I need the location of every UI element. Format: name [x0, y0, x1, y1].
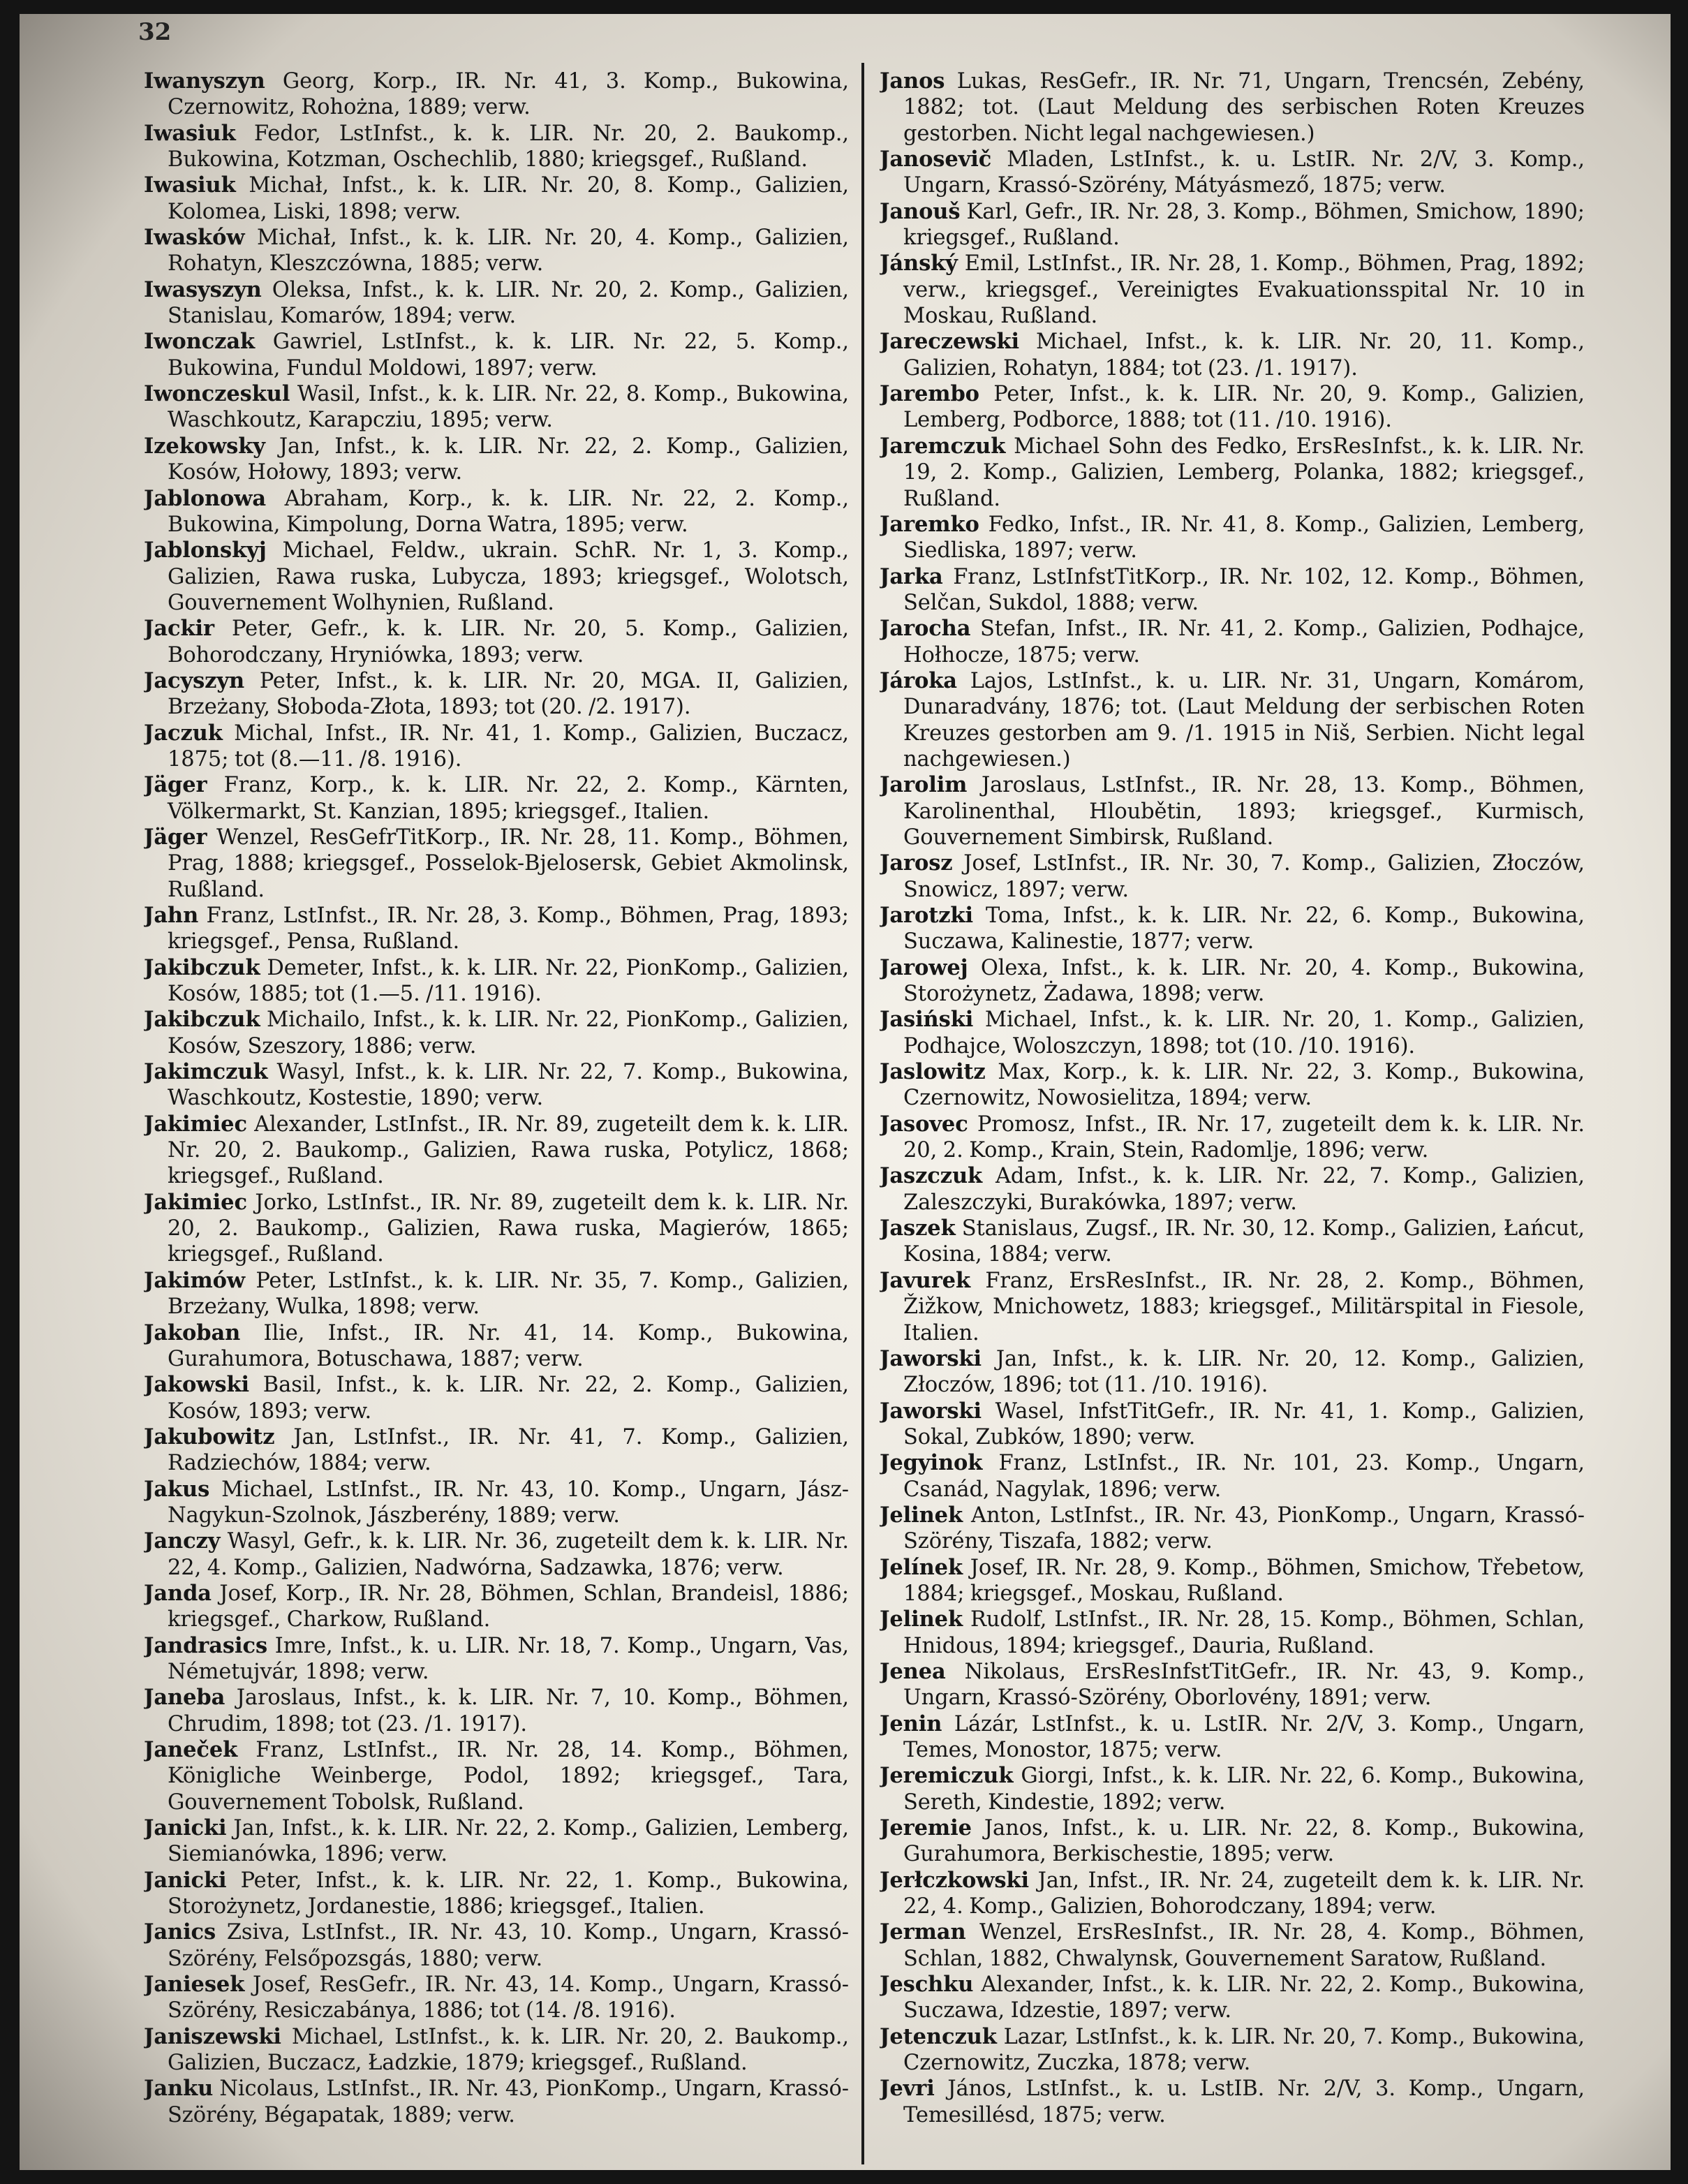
list-item	[144, 1737, 849, 1815]
list-item	[880, 251, 1585, 329]
entry-surname: Jareczewski	[880, 329, 1020, 355]
entry-surname: Jevri	[880, 2076, 935, 2102]
entry-details: Wasyl, Gefr., k. k. LIR. Nr. 36, zugeteilt dem k. k. LIR. Nr. 22, 4. Komp., Galizien, Nadwórna, Sadzawka, 1876; verw.	[168, 1529, 849, 1580]
list-item	[144, 225, 849, 277]
entry-details: Karl, Gefr., IR. Nr. 28, 3. Komp., Böhmen, Smichow, 1890; kriegsgef., Rußland.	[903, 199, 1585, 251]
list-item	[144, 1320, 849, 1373]
list-item	[144, 1190, 849, 1268]
entry-surname: Jarotzki	[880, 903, 973, 928]
entry-details: Michael, LstInfst., IR. Nr. 43, 10. Komp., Ungarn, Jász-Nagykun-Szolnok, Jászberény, 1889; verw.	[168, 1477, 849, 1528]
entry-surname: Janeček	[144, 1737, 238, 1762]
list-item	[144, 329, 849, 381]
entry-surname: Jakibczuk	[144, 1007, 260, 1033]
entry-details: Josef, LstInfst., IR. Nr. 30, 7. Komp., Galizien, Złoczów, Snowicz, 1897; verw.	[903, 851, 1585, 902]
entry-surname: Jenea	[880, 1658, 946, 1684]
entry-details: Jan, Infst., k. k. LIR. Nr. 22, 2. Komp., Galizien, Kosów, Hołowy, 1893; verw.	[168, 434, 849, 485]
list-item	[144, 381, 849, 434]
entry-surname: Janouš	[880, 198, 961, 224]
entry-surname: Jánský	[880, 251, 958, 276]
list-item	[880, 2076, 1585, 2128]
entry-details: Imre, Infst., k. u. LIR. Nr. 18, 7. Komp., Ungarn, Vas, Németujvár, 1898; verw.	[168, 1633, 849, 1684]
list-item	[880, 1763, 1585, 1815]
list-item	[880, 199, 1585, 251]
list-item	[880, 1007, 1585, 1059]
list-item	[144, 1007, 849, 1059]
list-item	[880, 1919, 1585, 1972]
entry-surname: Jäger	[144, 824, 207, 850]
entry-surname: Jakimczuk	[144, 1059, 268, 1085]
list-item	[144, 1372, 849, 1424]
entry-surname: Jeremie	[880, 1815, 972, 1841]
list-item	[144, 1268, 849, 1320]
list-item	[144, 1685, 849, 1737]
document-page	[20, 14, 1671, 2170]
entry-details: Peter, Infst., k. k. LIR. Nr. 22, 1. Komp., Bukowina, Storożynetz, Jordanestie, 1886; kriegsgef., Italien.	[168, 1868, 849, 1919]
entry-surname: Jároka	[880, 667, 957, 693]
entry-surname: Iwasków	[144, 225, 245, 251]
column-divider	[861, 63, 864, 2164]
entry-details: Lajos, LstInfst., k. u. LIR. Nr. 31, Ungarn, Komárom, Dunaradvány, 1876; tot. (Laut Meldung der serbischen Roten Kreuzes gestorben am 9. /1. 1915 in Niš, Serbien. Nicht legal nachgewiesen.)	[903, 668, 1585, 772]
entry-surname: Janeba	[144, 1685, 225, 1711]
entry-surname: Jasovec	[880, 1111, 968, 1137]
entry-surname: Janos	[880, 68, 945, 94]
entry-surname: Janczy	[144, 1528, 221, 1554]
entry-details: Jaroslaus, Infst., k. k. LIR. Nr. 7, 10. Komp., Böhmen, Chrudim, 1898; tot (23. /1. 1917).	[168, 1685, 849, 1736]
entry-details: Fedko, Infst., IR. Nr. 41, 8. Komp., Galizien, Lemberg, Siedliska, 1897; verw.	[903, 512, 1585, 563]
entry-details: János, LstInfst., k. u. LstIB. Nr. 2/V, 3. Komp., Ungarn, Temesillésd, 1875; verw.	[903, 2076, 1585, 2127]
list-item	[880, 772, 1585, 850]
list-item	[880, 903, 1585, 955]
entry-surname: Iwasiuk	[144, 120, 236, 146]
entry-surname: Jakimów	[144, 1267, 246, 1293]
entry-details: Oleksa, Infst., k. k. LIR. Nr. 20, 2. Komp., Galizien, Stanislau, Komarów, 1894; verw.	[168, 277, 849, 329]
entry-details: Georg, Korp., IR. Nr. 41, 3. Komp., Bukowina, Czernowitz, Rohożna, 1889; verw.	[168, 69, 849, 120]
entry-details: Jan, Infst., k. k. LIR. Nr. 22, 2. Komp., Galizien, Lemberg, Siemianówka, 1896; verw.	[168, 1816, 849, 1867]
entry-details: Stanislaus, Zugsf., IR. Nr. 30, 12. Komp., Galizien, Łańcut, Kosina, 1884; verw.	[903, 1216, 1585, 1267]
entry-details: Emil, LstInfst., IR. Nr. 28, 1. Komp., Böhmen, Prag, 1892; verw., kriegsgef., Vereinigtes Evakuationsspital Nr. 10 in Moskau, Rußland.	[903, 251, 1585, 329]
entry-surname: Jelínek	[880, 1554, 963, 1580]
list-item	[144, 955, 849, 1008]
entry-details: Ilie, Infst., IR. Nr. 41, 14. Komp., Bukowina, Gurahumora, Botuschawa, 1887; verw.	[168, 1320, 849, 1371]
entry-surname: Jeremiczuk	[880, 1763, 1014, 1789]
list-item	[144, 538, 849, 616]
entry-details: Michael, Feldw., ukrain. SchR. Nr. 1, 3. Komp., Galizien, Rawa ruska, Lubycza, 1893; kriegsgef., Wolotsch, Gouvernement Wolhynien, Rußland.	[168, 538, 849, 615]
entry-details: Peter, Gefr., k. k. LIR. Nr. 20, 5. Komp., Galizien, Bohorodczany, Hryniówka, 1893; verw.	[168, 617, 849, 667]
list-item	[144, 2076, 849, 2128]
entry-surname: Jelinek	[880, 1502, 963, 1528]
entry-surname: Janku	[144, 2076, 214, 2102]
list-item	[880, 1868, 1585, 1920]
list-item	[880, 329, 1585, 381]
entry-details: Josef, ResGefr., IR. Nr. 43, 14. Komp., Ungarn, Krassó-Szörény, Resiczabánya, 1886; tot (14. /8. 1916).	[168, 1972, 849, 2023]
list-item	[880, 1216, 1585, 1268]
list-item	[144, 1477, 849, 1529]
entry-surname: Jaslowitz	[880, 1059, 986, 1085]
entry-surname: Jaworski	[880, 1345, 982, 1371]
entry-surname: Jarosz	[880, 850, 953, 876]
entry-surname: Janda	[144, 1580, 212, 1606]
list-item	[880, 1268, 1585, 1346]
entry-details: Stefan, Infst., IR. Nr. 41, 2. Komp., Galizien, Podhajce, Hołhocze, 1875; verw.	[903, 617, 1585, 667]
entry-surname: Iwasyszyn	[144, 276, 262, 302]
list-item	[144, 172, 849, 225]
entry-details: Franz, ErsResInfst., IR. Nr. 28, 2. Komp., Böhmen, Žižkow, Mnichowetz, 1883; kriegsgef., Militärspital in Fiesole, Italien.	[903, 1268, 1585, 1345]
entry-details: Michael, Infst., k. k. LIR. Nr. 20, 1. Komp., Galizien, Podhajce, Woloszczyn, 1898; tot (10. /10. 1916).	[903, 1008, 1585, 1058]
entry-details: Michael Sohn des Fedko, ErsResInfst., k. k. LIR. Nr. 19, 2. Komp., Galizien, Lemberg, Polanka, 1882; kriegsgef., Rußland.	[903, 434, 1585, 511]
entry-details: Jorko, LstInfst., IR. Nr. 89, zugeteilt dem k. k. LIR. Nr. 20, 2. Baukomp., Galizien, Rawa ruska, Magierów, 1865; kriegsgef., Rußland.	[168, 1190, 849, 1267]
entry-surname: Jakowski	[144, 1372, 250, 1398]
entry-surname: Jarocha	[880, 616, 971, 642]
list-item	[880, 1815, 1585, 1868]
entry-details: Alexander, Infst., k. k. LIR. Nr. 22, 2. Komp., Bukowina, Suczawa, Idzestie, 1897; verw.	[903, 1972, 1585, 2023]
entry-details: Fedor, LstInfst., k. k. LIR. Nr. 20, 2. Baukomp., Bukowina, Kotzman, Oschechlib, 1880; kriegsgef., Rußland.	[168, 121, 849, 172]
entry-details: Michał, Infst., k. k. LIR. Nr. 20, 4. Komp., Galizien, Rohatyn, Kleszczówna, 1885; verw.	[168, 226, 849, 276]
entry-details: Jan, LstInfst., IR. Nr. 41, 7. Komp., Galizien, Radziechów, 1884; verw.	[168, 1424, 849, 1476]
entry-surname: Jaworski	[880, 1398, 982, 1424]
entry-details: Adam, Infst., k. k. LIR. Nr. 22, 7. Komp., Galizien, Zaleszczyki, Burakówka, 1897; verw.	[903, 1164, 1585, 1215]
entry-surname: Jarolim	[880, 772, 968, 798]
list-item	[144, 434, 849, 486]
list-item	[880, 434, 1585, 512]
list-item	[880, 1607, 1585, 1659]
entry-surname: Jarowej	[880, 954, 968, 980]
list-item	[144, 121, 849, 173]
right-column	[880, 68, 1585, 2156]
entry-surname: Jaczuk	[144, 720, 223, 746]
list-item	[144, 1059, 849, 1112]
list-item	[144, 668, 849, 721]
list-item	[144, 772, 849, 825]
list-item	[880, 1399, 1585, 1451]
entry-details: Wenzel, ResGefrTitKorp., IR. Nr. 28, 11. Komp., Böhmen, Prag, 1888; kriegsgef., Posselok-Bjelosersk, Gebiet Akmolinsk, Rußland.	[168, 825, 849, 902]
entry-surname: Jäger	[144, 772, 207, 798]
list-item	[880, 616, 1585, 668]
entry-details: Wenzel, ErsResInfst., IR. Nr. 28, 4. Komp., Böhmen, Schlan, 1882, Chwalynsk, Gouvernement Saratow, Rußland.	[903, 1920, 1585, 1971]
entry-details: Michael, Infst., k. k. LIR. Nr. 20, 11. Komp., Galizien, Rohatyn, 1884; tot (23. /1. 1917).	[903, 330, 1585, 381]
entry-surname: Jarembo	[880, 381, 979, 407]
list-item	[144, 1424, 849, 1477]
list-item	[880, 1346, 1585, 1399]
entry-details: Zsiva, LstInfst., IR. Nr. 43, 10. Komp., Ungarn, Krassó-Szörény, Felsőpozsgás, 1880; verw.	[168, 1920, 849, 1971]
entry-details: Franz, LstInfstTitKorp., IR. Nr. 102, 12. Komp., Böhmen, Selčan, Sukdol, 1888; verw.	[903, 564, 1585, 615]
entry-surname: Jerłczkowski	[880, 1867, 1029, 1893]
entry-details: Michael, LstInfst., k. k. LIR. Nr. 20, 2. Baukomp., Galizien, Buczacz, Ładzkie, 1879; kriegsgef., Rußland.	[168, 2024, 849, 2076]
list-item	[144, 903, 849, 955]
entry-surname: Janics	[144, 1919, 216, 1945]
entry-details: Wasil, Infst., k. k. LIR. Nr. 22, 8. Komp., Bukowina, Waschkoutz, Karapcziu, 1895; verw.	[168, 382, 849, 433]
entry-details: Michał, Infst., k. k. LIR. Nr. 20, 8. Komp., Galizien, Kolomea, Liski, 1898; verw.	[168, 173, 849, 224]
entry-details: Peter, LstInfst., k. k. LIR. Nr. 35, 7. Komp., Galizien, Brzeżany, Wulka, 1898; verw.	[168, 1268, 849, 1320]
list-item	[880, 668, 1585, 772]
list-item	[144, 1581, 849, 1633]
list-item	[144, 1972, 849, 2024]
entry-details: Lukas, ResGefr., IR. Nr. 71, Ungarn, Trencsén, Zebény, 1882; tot. (Laut Meldung des serbischen Roten Kreuzes gestorben. Nicht legal nachgewiesen.)	[903, 69, 1585, 146]
list-item	[144, 2024, 849, 2076]
entry-details: Josef, Korp., IR. Nr. 28, Böhmen, Schlan, Brandeisl, 1886; kriegsgef., Charkow, Rußland.	[168, 1581, 849, 1632]
entry-details: Giorgi, Infst., k. k. LIR. Nr. 22, 6. Komp., Bukowina, Sereth, Kindestie, 1892; verw.	[903, 1764, 1585, 1815]
list-item	[880, 1163, 1585, 1216]
list-item	[880, 381, 1585, 434]
list-item	[144, 1919, 849, 1972]
entry-surname: Jenin	[880, 1711, 942, 1736]
entry-details: Toma, Infst., k. k. LIR. Nr. 22, 6. Komp., Bukowina, Suczawa, Kalinestie, 1877; verw.	[903, 903, 1585, 954]
entry-details: Anton, LstInfst., IR. Nr. 43, PionKomp., Ungarn, Krassó-Szörény, Tiszafa, 1882; verw.	[903, 1503, 1585, 1554]
entry-details: Franz, LstInfst., IR. Nr. 28, 14. Komp., Böhmen, Königliche Weinberge, Podol, 1892; kriegsgef., Tara, Gouvernement Tobolsk, Rußland.	[168, 1738, 849, 1815]
entry-details: Demeter, Infst., k. k. LIR. Nr. 22, PionKomp., Galizien, Kosów, 1885; tot (1.—5. /11. 1916).	[168, 955, 849, 1007]
list-item	[880, 2024, 1585, 2076]
list-item	[144, 1815, 849, 1868]
entry-surname: Jegyinok	[880, 1450, 983, 1476]
list-item	[880, 1450, 1585, 1503]
list-item	[880, 1972, 1585, 2024]
list-item	[880, 1059, 1585, 1112]
entry-details: Janos, Infst., k. u. LIR. Nr. 22, 8. Komp., Bukowina, Gurahumora, Berkischestie, 1895; verw.	[903, 1816, 1585, 1867]
entry-details: Max, Korp., k. k. LIR. Nr. 22, 3. Komp., Bukowina, Czernowitz, Nowosielitza, 1894; verw.	[903, 1060, 1585, 1111]
entry-details: Mladen, LstInfst., k. u. LstIR. Nr. 2/V, 3. Komp., Ungarn, Krassó-Szörény, Mátyásmező, 1875; verw.	[903, 147, 1585, 198]
entry-surname: Jarka	[880, 563, 943, 589]
entry-details: Peter, Infst., k. k. LIR. Nr. 20, 9. Komp., Galizien, Lemberg, Podborce, 1888; tot (11. /10. 1916).	[903, 382, 1585, 433]
page-number: 32	[138, 18, 172, 46]
list-item	[144, 616, 849, 668]
list-item	[144, 825, 849, 903]
list-item	[880, 955, 1585, 1008]
entry-surname: Izekowsky	[144, 433, 265, 459]
entry-details: Promosz, Infst., IR. Nr. 17, zugeteilt dem k. k. LIR. Nr. 20, 2. Komp., Krain, Stein, Radomlje, 1896; verw.	[903, 1112, 1585, 1163]
list-item	[144, 1633, 849, 1685]
entry-surname: Jaremko	[880, 511, 979, 537]
list-item	[880, 1503, 1585, 1555]
entry-details: Wasel, InfstTitGefr., IR. Nr. 41, 1. Komp., Galizien, Sokal, Zubków, 1890; verw.	[903, 1399, 1585, 1449]
list-item	[144, 68, 849, 121]
list-item	[880, 68, 1585, 147]
entry-details: Franz, LstInfst., IR. Nr. 101, 23. Komp., Ungarn, Csanád, Nagylak, 1896; verw.	[903, 1451, 1585, 1502]
entry-surname: Javurek	[880, 1267, 970, 1293]
entry-surname: Janiesek	[144, 1972, 245, 1998]
list-item	[880, 1555, 1585, 1607]
entry-details: Peter, Infst., k. k. LIR. Nr. 20, MGA. II, Galizien, Brzeżany, Słoboda-Złota, 1893; tot (20. /2. 1917).	[168, 668, 849, 720]
entry-surname: Janicki	[144, 1815, 227, 1841]
left-column	[144, 68, 849, 2156]
entry-details: Lázár, LstInfst., k. u. LstIR. Nr. 2/V, 3. Komp., Ungarn, Temes, Monostor, 1875; verw.	[903, 1711, 1585, 1762]
entry-details: Jan, Infst., IR. Nr. 24, zugeteilt dem k. k. LIR. Nr. 22, 4. Komp., Galizien, Bohorodczany, 1894; verw.	[903, 1868, 1585, 1919]
entry-surname: Jakimiec	[144, 1189, 247, 1215]
entry-surname: Iwasiuk	[144, 172, 236, 198]
list-item	[144, 721, 849, 773]
entry-details: Alexander, LstInfst., IR. Nr. 89, zugeteilt dem k. k. LIR. Nr. 20, 2. Baukomp., Galizien, Rawa ruska, Potylicz, 1868; kriegsgef., Rußland.	[168, 1112, 849, 1189]
entry-surname: Jackir	[144, 616, 214, 642]
entry-surname: Jakus	[144, 1476, 210, 1502]
entry-surname: Iwonczeskul	[144, 381, 290, 407]
entry-surname: Janiszewski	[144, 2023, 281, 2049]
entry-details: Josef, IR. Nr. 28, 9. Komp., Böhmen, Smichow, Třebetow, 1884; kriegsgef., Moskau, Rußland.	[903, 1555, 1585, 1606]
entry-surname: Jakubowitz	[144, 1424, 275, 1449]
list-item	[144, 1528, 849, 1581]
entry-surname: Jacyszyn	[144, 667, 245, 693]
entry-surname: Jablonowa	[144, 485, 267, 511]
list-item	[880, 147, 1585, 199]
entry-surname: Janicki	[144, 1867, 227, 1893]
list-item	[880, 1659, 1585, 1711]
list-item	[880, 1711, 1585, 1764]
entry-details: Michailo, Infst., k. k. LIR. Nr. 22, PionKomp., Galizien, Kosów, Szeszory, 1886; verw.	[168, 1008, 849, 1058]
entry-surname: Jaszek	[880, 1216, 956, 1241]
entry-surname: Jakimiec	[144, 1111, 247, 1137]
entry-surname: Jablonskyj	[144, 538, 267, 563]
entry-details: Lazar, LstInfst., k. k. LIR. Nr. 20, 7. Komp., Bukowina, Czernowitz, Zuczka, 1878; verw.	[903, 2024, 1585, 2076]
entry-details: Nicolaus, LstInfst., IR. Nr. 43, PionKomp., Ungarn, Krassó-Szörény, Bégapatak, 1889; verw.	[168, 2076, 849, 2127]
list-item	[144, 277, 849, 330]
entry-details: Basil, Infst., k. k. LIR. Nr. 22, 2. Komp., Galizien, Kosów, 1893; verw.	[168, 1373, 849, 1424]
entry-surname: Jasiński	[880, 1007, 974, 1033]
entry-surname: Jetenczuk	[880, 2023, 997, 2049]
entry-details: Jaroslaus, LstInfst., IR. Nr. 28, 13. Komp., Böhmen, Karolinenthal, Hloubětin, 1893; kriegsgef., Kurmisch, Gouvernement Simbirsk, Rußland.	[903, 773, 1585, 850]
entry-details: Jan, Infst., k. k. LIR. Nr. 20, 12. Komp., Galizien, Złoczów, 1896; tot (11. /10. 1916).	[903, 1346, 1585, 1398]
entry-surname: Jeschku	[880, 1972, 974, 1998]
list-item	[880, 1112, 1585, 1164]
list-item	[880, 512, 1585, 564]
list-item	[144, 486, 849, 538]
entry-details: Gawriel, LstInfst., k. k. LIR. Nr. 22, 5. Komp., Bukowina, Fundul Moldowi, 1897; verw.	[168, 330, 849, 381]
entry-details: Abraham, Korp., k. k. LIR. Nr. 22, 2. Komp., Bukowina, Kimpolung, Dorna Watra, 1895; verw.	[168, 486, 849, 537]
entry-details: Nikolaus, ErsResInfstTitGefr., IR. Nr. 43, 9. Komp., Ungarn, Krassó-Szörény, Oborlovény, 1891; verw.	[903, 1659, 1585, 1711]
entry-details: Michal, Infst., IR. Nr. 41, 1. Komp., Galizien, Buczacz, 1875; tot (8.—11. /8. 1916).	[168, 721, 849, 772]
entry-surname: Jelinek	[880, 1607, 963, 1632]
entry-details: Olexa, Infst., k. k. LIR. Nr. 20, 4. Komp., Bukowina, Storożynetz, Żadawa, 1898; verw.	[903, 955, 1585, 1007]
entry-details: Wasyl, Infst., k. k. LIR. Nr. 22, 7. Komp., Bukowina, Waschkoutz, Kostestie, 1890; verw.	[168, 1060, 849, 1111]
entry-surname: Jaszczuk	[880, 1163, 983, 1189]
entry-details: Rudolf, LstInfst., IR. Nr. 28, 15. Komp., Böhmen, Schlan, Hnidous, 1894; kriegsgef., Dauria, Rußland.	[903, 1607, 1585, 1658]
list-item	[144, 1112, 849, 1190]
list-item	[880, 850, 1585, 903]
entry-surname: Iwanyszyn	[144, 68, 265, 94]
entry-details: Franz, LstInfst., IR. Nr. 28, 3. Komp., Böhmen, Prag, 1893; kriegsgef., Pensa, Rußland.	[168, 903, 849, 954]
entry-surname: Jakibczuk	[144, 954, 260, 980]
entry-surname: Jaremczuk	[880, 433, 1006, 459]
entry-surname: Jahn	[144, 903, 199, 928]
entry-surname: Iwonczak	[144, 329, 256, 355]
list-item	[144, 1868, 849, 1920]
entry-surname: Jerman	[880, 1919, 966, 1945]
entry-details: Franz, Korp., k. k. LIR. Nr. 22, 2. Komp., Kärnten, Völkermarkt, St. Kanzian, 1895; kriegsgef., Italien.	[168, 773, 849, 824]
entry-surname: Janosevič	[880, 147, 992, 172]
list-item	[880, 564, 1585, 617]
entry-surname: Jakoban	[144, 1320, 241, 1345]
entry-surname: Jandrasics	[144, 1632, 268, 1658]
